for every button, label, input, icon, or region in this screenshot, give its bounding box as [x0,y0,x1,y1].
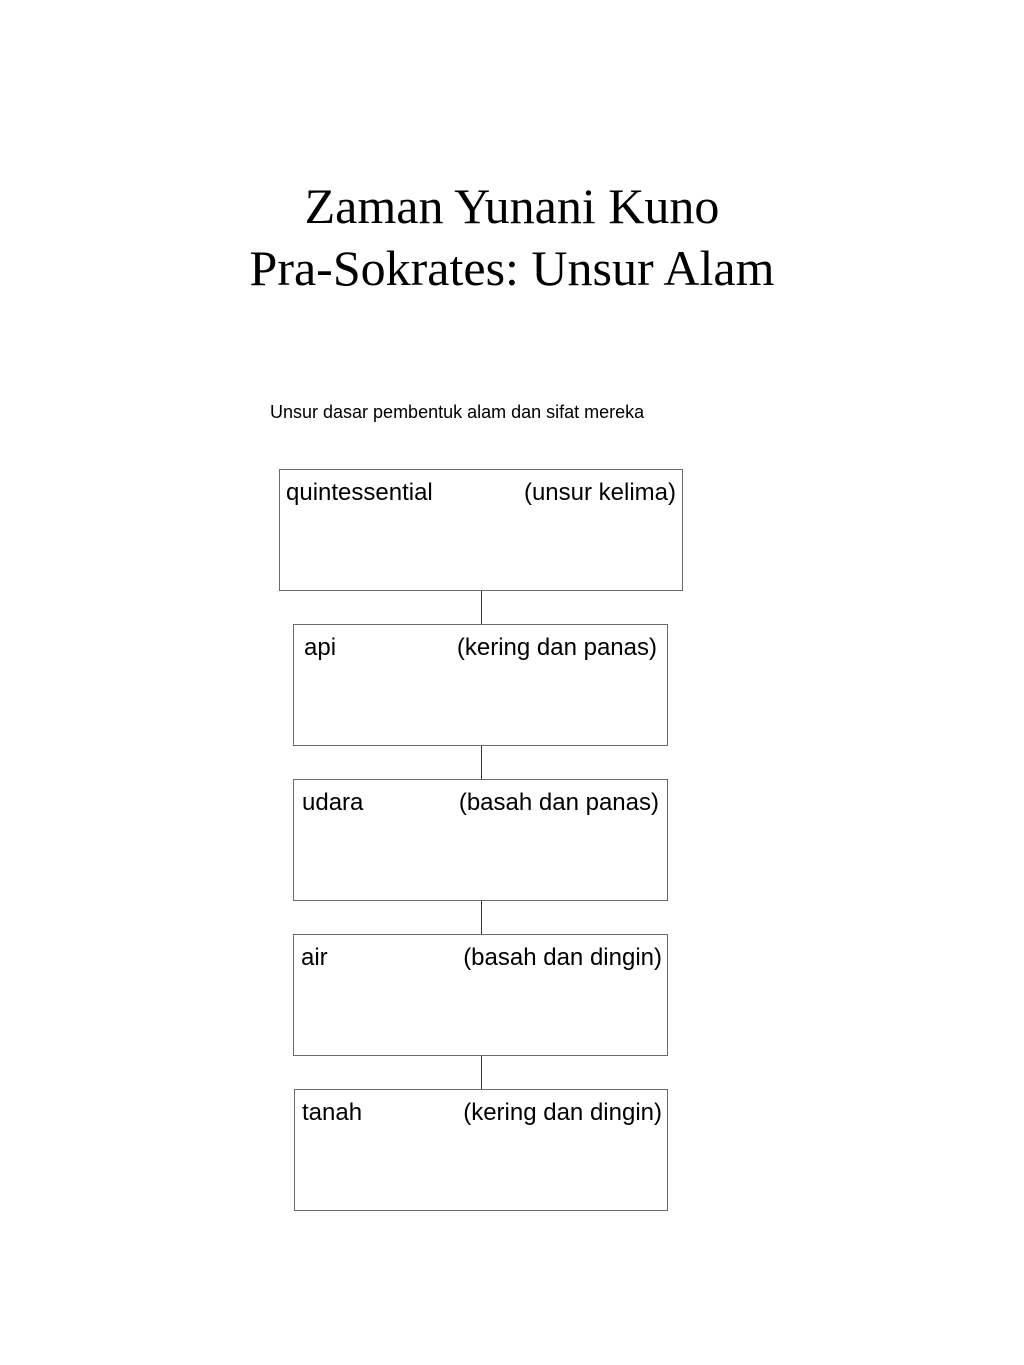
element-box-api [293,624,668,746]
element-property: (basah dan panas) [458,789,659,816]
element-box-quintessential [279,469,683,591]
element-property: (unsur kelima) [523,479,676,506]
title-line-2: Pra-Sokrates: Unsur Alam [249,240,775,296]
element-property: (kering dan dingin) [463,1099,662,1126]
element-name: air [301,944,328,971]
element-property: (kering dan panas) [456,634,657,661]
title-line-1: Zaman Yunani Kuno [304,178,720,234]
element-name: quintessential [286,479,433,506]
element-box-tanah [294,1089,668,1211]
connector-line [481,591,482,624]
connector-line [481,746,482,779]
element-name: udara [302,789,364,816]
element-name: tanah [302,1099,363,1126]
connector-line [481,901,482,934]
element-box-air [293,934,668,1056]
element-property: (basah dan dingin) [463,944,662,971]
diagram-subtitle: Unsur dasar pembentuk alam dan sifat mereka [270,402,645,422]
connector-line [481,1056,482,1089]
element-box-udara [293,779,668,901]
element-name: api [304,634,337,661]
